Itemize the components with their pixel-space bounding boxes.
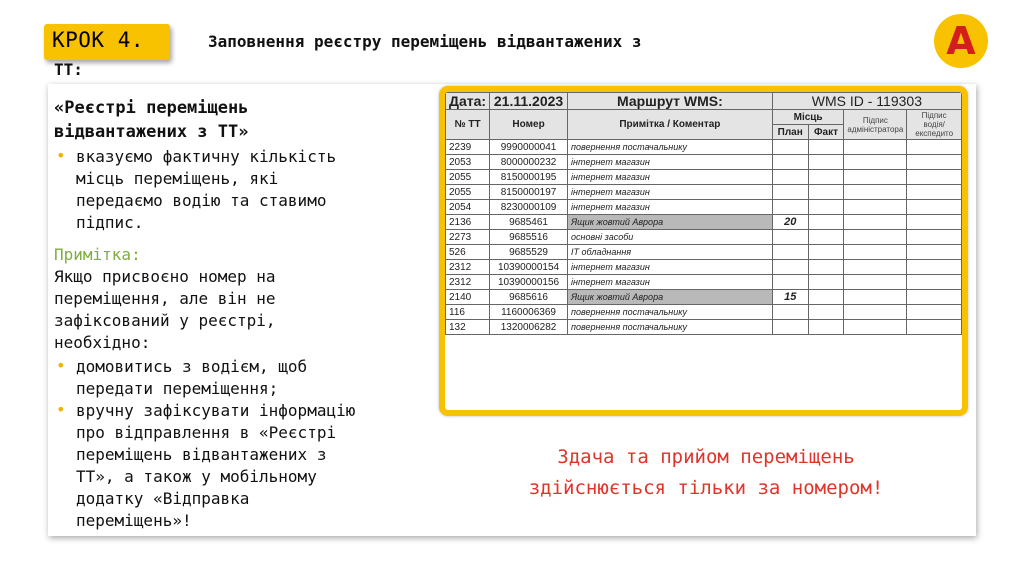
date-value: 21.11.2023 bbox=[490, 93, 568, 110]
col-sign-admin: Підпис адміністратора bbox=[844, 110, 907, 140]
col-places: Місць bbox=[772, 110, 844, 125]
table-row: 2140 9685616 Ящик жовтий Аврора 15 bbox=[446, 290, 962, 305]
main-bullets bbox=[54, 146, 434, 234]
table-header-meta bbox=[446, 93, 962, 110]
table-row: 2055 8150000197 інтернет магазин bbox=[446, 185, 962, 200]
table-row: 2053 8000000232 інтернет магазин bbox=[446, 155, 962, 170]
col-sign-driver: Підпис водія/експедито bbox=[907, 110, 962, 140]
note-label: Примітка: bbox=[54, 245, 141, 264]
table-row: 132 1320006282 повернення постачальнику bbox=[446, 320, 962, 335]
date-label: Дата: bbox=[446, 93, 490, 110]
highlight-message: Здача та прийом переміщень здійснюється тільки за номером! bbox=[528, 446, 884, 499]
col-fact: Факт bbox=[808, 125, 844, 140]
bullet-agree-driver: • домовитись з водієм, щоб передати переміщення; bbox=[54, 356, 434, 400]
table-row: 2312 10390000154 інтернет магазин bbox=[446, 260, 962, 275]
table-row: 2239 9990000041 повернення постачальнику bbox=[446, 140, 962, 155]
instructions-column bbox=[54, 96, 434, 532]
table-row: 2136 9685461 Ящик жовтий Аврора 20 bbox=[446, 215, 962, 230]
col-number: Номер bbox=[490, 110, 568, 140]
step-label: КРОК 4. bbox=[52, 28, 145, 52]
table-row: 2273 9685516 основні засоби bbox=[446, 230, 962, 245]
note-bullets bbox=[54, 356, 434, 532]
wms-id: WMS ID - 119303 bbox=[772, 93, 961, 110]
page-title: Заповнення реєстру переміщень відвантажених з bbox=[208, 32, 642, 51]
col-note: Примітка / Коментар bbox=[568, 110, 773, 140]
note-text: Якщо присвоєно номер на переміщення, але він не зафіксований у реєстрі, необхідно: bbox=[54, 267, 276, 352]
col-plan: План bbox=[772, 125, 808, 140]
table-column-headers bbox=[446, 110, 962, 125]
table-row: 526 9685529 IT обладнання bbox=[446, 245, 962, 260]
table-row: 2054 8230000109 інтернет магазин bbox=[446, 200, 962, 215]
bullet-fact-count: • вказуємо фактичну кількість місць переміщень, які передаємо водію та ставимо підпис. bbox=[54, 146, 434, 234]
col-tt: № ТТ bbox=[446, 110, 490, 140]
table-row: 116 1160006369 повернення постачальнику bbox=[446, 305, 962, 320]
brand-logo: A bbox=[934, 14, 988, 68]
table-row: 2312 10390000156 інтернет магазин bbox=[446, 275, 962, 290]
route-label: Маршрут WMS: bbox=[568, 93, 773, 110]
table-row: 2055 8150000195 інтернет магазин bbox=[446, 170, 962, 185]
page-title-continued: ТТ: bbox=[54, 60, 83, 79]
registry-title: «Реєстрі переміщень відвантажених з ТТ» bbox=[54, 98, 249, 142]
registry-table-frame bbox=[439, 86, 968, 416]
bullet-manual-record: • вручну зафіксувати інформацію про відправлення в «Реєстрі переміщень відвантажених з ТТ», а також у мобільному додатку «Відправка переміщень»! bbox=[54, 400, 434, 532]
registry-table bbox=[445, 92, 962, 335]
